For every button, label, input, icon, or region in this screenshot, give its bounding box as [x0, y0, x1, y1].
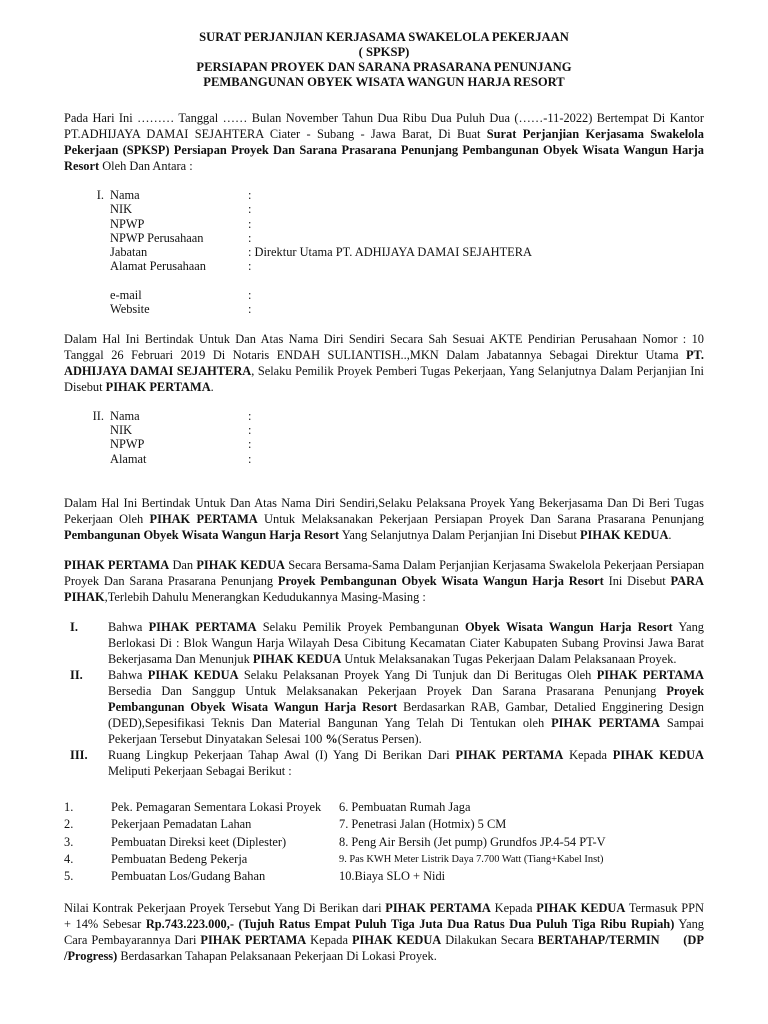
contract-value-paragraph: Nilai Kontrak Pekerjaan Proyek Tersebut Yang Di Berikan dari PIHAK PERTAMA Kepada PIHAK KEDUA Termasuk PPN + 14% Sebesar Rp.743.223.000,- (Tujuh Ratus Empat Puluh Tiga Juta Dua Ratus Dua Puluh Tiga Ribu Rupiah) Yang Cara Pembayarannya Dari PIHAK PERTAMA Kepada PIHAK KEDUA Dilakukan Secara BERTAHAP/TERMIN (DP /Progress) Berdasarkan Tahapan Pelaksanaan Pekerjaan Di Lokasi Proyek. — [64, 900, 704, 963]
work-item-right: 8. Peng Air Bersih (Jet pump) Grundfos JP.4-54 PT-V — [339, 834, 606, 849]
clause-3-number: III. — [70, 747, 88, 762]
party-1-email-value: : — [248, 288, 252, 303]
title-line-2: ( SPKSP) — [358, 45, 410, 59]
party-1-nama-value: : — [248, 188, 252, 202]
work-item-right: 10.Biaya SLO + Nidi — [339, 869, 446, 884]
work-item-right: 6. Pembuatan Rumah Jaga — [339, 799, 471, 814]
clause-2-number: II. — [70, 667, 83, 682]
party-2-number: II. — [92, 408, 104, 423]
party-1-number: I. — [96, 188, 104, 202]
party-1-jabatan-value: : Direktur Utama PT. ADHIJAYA DAMAI SEJAHTERA — [248, 245, 532, 260]
work-item-number: 4. — [64, 852, 74, 867]
party-2-npwp-label: NPWP — [110, 437, 145, 452]
party-1-fields — [64, 188, 704, 317]
clause-3-text: Ruang Lingkup Pekerjaan Tahap Awal (I) Yang Di Berikan Dari PIHAK PERTAMA Kepada PIHAK KEDUA Meliputi Pekerjaan Sebagai Berikut : — [108, 747, 704, 778]
para-pihak-paragraph: PIHAK PERTAMA Dan PIHAK KEDUA Secara Bersama-Sama Dalam Perjanjian Kerjasama Swakelola Pekerjaan Persiapan Proyek Dan Sarana Prasarana Penunjang Proyek Pembangunan Obyek Wisata Wangun Harja Resort Ini Disebut PARA PIHAK,Terlebih Dahulu Menerangkan Kedudukannya Masing-Masing : — [64, 557, 705, 604]
party-2-fields — [64, 409, 704, 466]
party-1-nik-value: : — [248, 202, 252, 217]
party-1-npwp-perusahaan-label: NPWP Perusahaan — [110, 230, 204, 245]
work-item-number: 2. — [64, 817, 74, 832]
party-1-website-label: Website — [110, 302, 150, 317]
party-2-alamat-value: : — [248, 451, 252, 466]
work-item-left: Pembuatan Direksi keet (Diplester) — [111, 834, 287, 849]
party-1-description: Dalam Hal Ini Bertindak Untuk Dan Atas Nama Diri Sendiri Secara Sah Sesuai AKTE Pendirian Perusahaan Nomor : 10 Tanggal 26 Februari 2019 Di Notaris ENDAH SULIANTISH..,MKN Dalam Jabatannya Sebagai Direktur Utama PT. ADHIJAYA DAMAI SEJAHTERA, Selaku Pemilik Proyek Pemberi Tugas Pekerjaan, Yang Selanjutnya Dalam Perjanjian Ini Disebut PIHAK PERTAMA. — [64, 331, 704, 394]
title-line-4: PEMBANGUNAN OBYEK WISATA WANGUN HARJA RESORT — [203, 75, 565, 89]
contract-amount: Rp.743.223.000,- (Tujuh Ratus Empat Puluh Tiga Juta Dua Ratus Dua Puluh Tiga Ribu Rupiah) — [145, 916, 675, 931]
document-title — [64, 30, 704, 90]
party-2-nama-value: : — [248, 408, 252, 423]
party-2-description: Dalam Hal Ini Bertindak Untuk Dan Atas Nama Diri Sendiri,Selaku Pelaksana Proyek Yang Bekerjasama Dan Di Beri Tugas Pekerjaan Oleh PIHAK PERTAMA Untuk Melaksanakan Pekerjaan Persiapan Proyek Dan Sarana Prasarana Penunjang Pembangunan Obyek Wisata Wangun Harja Resort Yang Selanjutnya Dalam Perjanjian Ini Disebut PIHAK KEDUA. — [64, 495, 704, 542]
title-line-3: PERSIAPAN PROYEK DAN SARANA PRASARANA PENUNJANG — [196, 60, 572, 74]
clause-1-text: Bahwa PIHAK PERTAMA Selaku Pemilik Proyek Pembangunan Obyek Wisata Wangun Harja Resort Yang Berlokasi Di : Blok Wangun Harja Wilayah Desa Cibitung Kecamatan Ciater Kabupaten Subang Provinsi Jawa Barat Bekerjasama Dan Menunjuk PIHAK KEDUA Untuk Melaksanakan Tugas Pekerjaan Dalam Pelaksanaan Proyek. — [108, 619, 704, 666]
party-1-jabatan-label: Jabatan — [110, 245, 148, 260]
work-item-right: 9. Pas KWH Meter Listrik Daya 7.700 Watt (Tiang+Kabel Inst) — [339, 854, 604, 866]
work-item-left: Pek. Pemagaran Sementara Lokasi Proyek — [111, 799, 322, 814]
party-1-alamat-perusahaan-value: : — [248, 259, 252, 274]
party-2-alamat-label: Alamat — [110, 451, 147, 466]
party-1-nik-label: NIK — [110, 202, 133, 217]
work-item-left: Pembuatan Los/Gudang Bahan — [111, 869, 266, 884]
party-1-npwp-perusahaan-value: : — [248, 230, 252, 245]
work-item-number: 1. — [64, 799, 74, 814]
party-1-email-label: e-mail — [110, 288, 142, 303]
work-item-right: 7. Penetrasi Jalan (Hotmix) 5 CM — [339, 817, 507, 832]
clause-1-number: I. — [70, 619, 78, 634]
party-1-website-value: : — [248, 302, 252, 317]
party-1-npwp-value: : — [248, 216, 252, 231]
work-scope-list — [64, 799, 704, 886]
work-item-number: 5. — [64, 869, 74, 884]
party-2-nama-label: Nama — [110, 408, 140, 423]
party-2-npwp-value: : — [248, 437, 252, 452]
party-1-alamat-perusahaan-label: Alamat Perusahaan — [110, 259, 206, 274]
clause-list — [64, 619, 704, 779]
party-2-nik-label: NIK — [110, 422, 133, 437]
party-1-npwp-label: NPWP — [110, 216, 145, 231]
work-item-number: 3. — [64, 834, 74, 849]
work-item-left: Pembuatan Bedeng Pekerja — [111, 852, 248, 867]
work-item-left: Pekerjaan Pemadatan Lahan — [111, 817, 252, 832]
party-1-nama-label: Nama — [110, 188, 140, 202]
party-2-nik-value: : — [248, 422, 252, 437]
intro-paragraph: Pada Hari Ini ……… Tanggal …… Bulan November Tahun Dua Ribu Dua Puluh Dua (……-11-2022) Bertempat Di Kantor PT.ADHIJAYA DAMAI SEJAHTERA Ciater - Subang - Jawa Barat, Di Buat Surat Perjanjian Kerjasama Swakelola Pekerjaan (SPKSP) Persiapan Proyek Dan Sarana Prasarana Penunjang Pembangunan Obyek Wisata Wangun Harja Resort Oleh Dan Antara : — [64, 111, 704, 173]
clause-2-text: Bahwa PIHAK KEDUA Selaku Pelaksanan Proyek Yang Di Tunjuk dan Di Beritugas Oleh PIHAK PERTAMA Bersedia Dan Sanggup Untuk Melaksanakan Pekerjaan Proyek Dan Sarana Prasarana Penunjang Proyek Pembangunan Obyek Wisata Wangun Harja Resort Berdasarkan RAB, Gambar, Detalied Engginering Design (DED),Sepesifikasi Teknis Dan Material Bangunan Yang Telah Di Tentukan oleh PIHAK PERTAMA Sampai Pekerjaan Tersebut Dinyatakan Selesai 100 %(Seratus Persen). — [108, 667, 704, 746]
title-line-1: SURAT PERJANJIAN KERJASAMA SWAKELOLA PEKERJAAN — [199, 30, 569, 44]
